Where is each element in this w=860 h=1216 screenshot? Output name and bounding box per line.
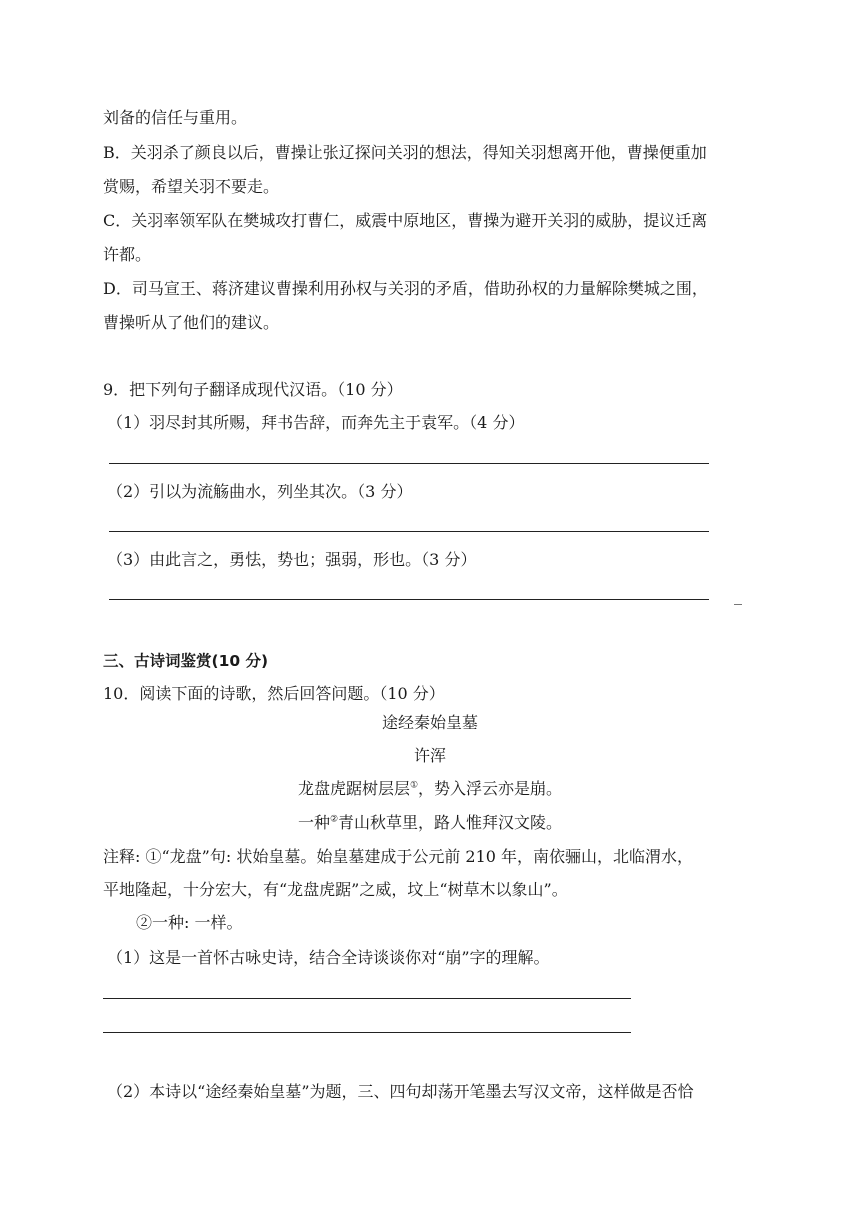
q9-sentence-3: （3）由此言之，勇怯，势也；强弱，形也。（3 分） bbox=[107, 550, 477, 569]
poem-verse-2: 一种②青山秋草里，路人惟拜汉文陵。 bbox=[297, 813, 563, 832]
q9-sentence-1: （1）羽尽封其所赐，拜书告辞，而奔先主于袁军。（4 分） bbox=[107, 413, 525, 432]
q9-answer-line-2[interactable] bbox=[109, 531, 709, 532]
q9-answer-line-3[interactable] bbox=[109, 599, 709, 600]
section-3-heading: 三、古诗词鉴赏(10 分) bbox=[103, 652, 269, 670]
option-c-line1: C．关羽率领军队在樊城攻打曹仁，威震中原地区，曹操为避开关羽的威胁，提议迁离 bbox=[103, 211, 708, 230]
poem-author: 许浑 bbox=[413, 746, 446, 765]
poem-verse-1: 龙盘虎踞树层层①，势入浮云亦是崩。 bbox=[297, 779, 563, 798]
option-d-line2: 曹操听从了他们的建议。 bbox=[103, 313, 280, 332]
note-marker-1: ① bbox=[409, 780, 419, 791]
q10-sub-question-2: （2）本诗以“途经秦始皇墓”为题，三、四句却荡开笔墨去写汉文帝，这样做是否恰 bbox=[107, 1082, 694, 1101]
option-d-line1: D．司马宣王、蒋济建议曹操利用孙权与关羽的矛盾，借助孙权的力量解除樊城之围， bbox=[103, 279, 708, 298]
note-1-line-1: 注释: ①“龙盘”句: 状始皇墓。始皇墓建成于公元前 210 年，南依骊山，北临渭水， bbox=[103, 847, 694, 866]
note-marker-2: ② bbox=[329, 814, 339, 825]
note-2: ②一种: 一样。 bbox=[136, 913, 243, 932]
poem-title: 途经秦始皇墓 bbox=[381, 713, 478, 732]
option-a-tail: 刘备的信任与重用。 bbox=[103, 108, 248, 127]
q10-answer-line-2[interactable] bbox=[103, 1032, 631, 1033]
note-1-line-2: 平地隆起，十分宏大，有“龙盘虎踞”之威，坟上“树草木以象山”。 bbox=[103, 880, 568, 899]
option-b-line2: 赏赐，希望关羽不要走。 bbox=[103, 177, 280, 196]
q9-title: 9．把下列句子翻译成现代汉语。（10 分） bbox=[103, 380, 403, 399]
q9-answer-line-1[interactable] bbox=[109, 463, 709, 464]
q10-sub-question-1: （1）这是一首怀古咏史诗，结合全诗谈谈你对“崩”字的理解。 bbox=[107, 948, 550, 967]
q10-answer-line-1[interactable] bbox=[103, 998, 631, 999]
q10-title: 10．阅读下面的诗歌，然后回答问题。（10 分） bbox=[103, 684, 445, 703]
stray-underscore: _ bbox=[734, 586, 742, 605]
option-c-line2: 许都。 bbox=[103, 245, 152, 264]
q9-sentence-2: （2）引以为流觞曲水，列坐其次。（3 分） bbox=[107, 482, 413, 501]
option-b-line1: B．关羽杀了颜良以后，曹操让张辽探问关羽的想法，得知关羽想离开他，曹操便重加 bbox=[103, 143, 707, 162]
